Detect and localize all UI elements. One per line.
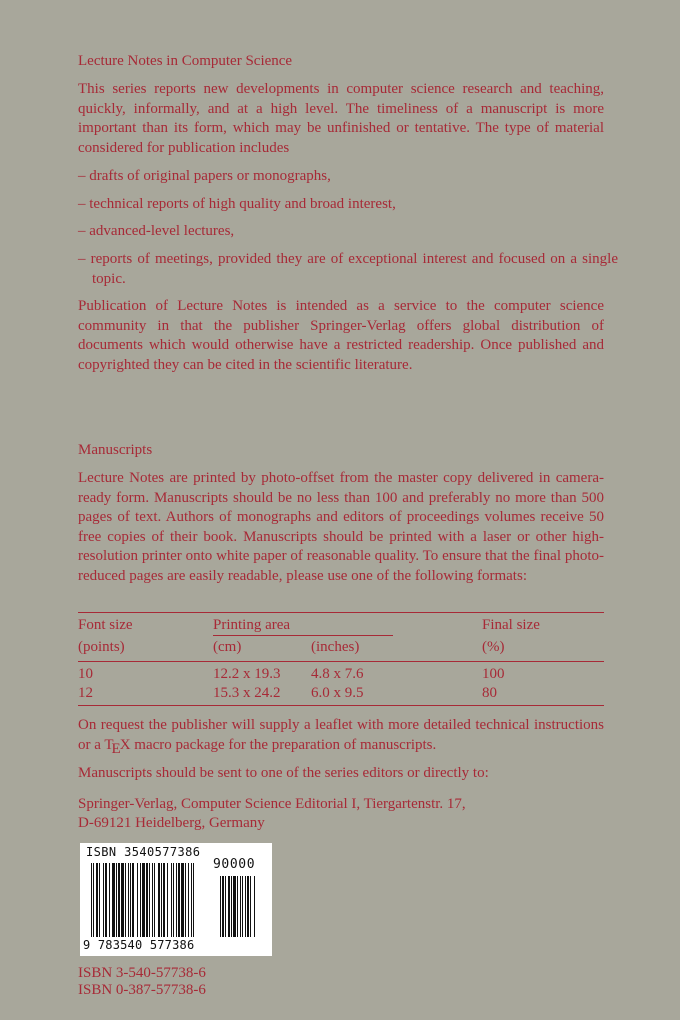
barcode-bar bbox=[125, 863, 126, 937]
barcode-bar bbox=[132, 863, 134, 937]
barcode-bar bbox=[173, 863, 174, 937]
isbn-barcode bbox=[80, 843, 272, 956]
barcode-bar bbox=[99, 863, 100, 937]
table-cell: 100 bbox=[482, 666, 505, 682]
table-cell: 4.8 x 7.6 bbox=[311, 666, 364, 682]
barcode-bar bbox=[181, 863, 184, 937]
header-printing-area: Printing area bbox=[213, 617, 291, 633]
barcode-bar bbox=[193, 863, 194, 937]
list-item: – reports of meetings, provided they are of exceptional interest and focused on a single topic. bbox=[78, 251, 618, 287]
table-cell: 6.0 x 9.5 bbox=[311, 685, 364, 701]
barcode-bar bbox=[254, 876, 255, 937]
barcode-bar bbox=[185, 863, 186, 937]
barcode-bar bbox=[188, 863, 189, 937]
table-bottom-rule bbox=[78, 705, 604, 706]
barcode-bar bbox=[240, 876, 241, 937]
barcode-bar bbox=[163, 863, 165, 937]
header-cm: (cm) bbox=[213, 639, 242, 655]
address-line-2: D-69121 Heidelberg, Germany bbox=[78, 815, 265, 831]
barcode-bar bbox=[128, 863, 129, 937]
barcode-bar bbox=[245, 876, 246, 937]
barcode-bar bbox=[233, 876, 236, 937]
tex-logo-e: E bbox=[111, 740, 121, 757]
series-description: This series reports new developments in computer science research and teaching, quickly, informally, and at a high level. The timeliness of a manuscript is more important than its form, which may be unfinished or tentative. The type of material considered for publication includes bbox=[78, 81, 604, 156]
manuscripts-heading: Manuscripts bbox=[78, 442, 153, 458]
barcode-bar bbox=[178, 863, 180, 937]
header-inches: (inches) bbox=[311, 639, 360, 655]
barcode-bar bbox=[191, 863, 192, 937]
list-item: – technical reports of high quality and broad interest, bbox=[78, 196, 396, 212]
barcode-bar bbox=[103, 863, 104, 937]
table-cell: 10 bbox=[78, 666, 93, 682]
barcode-bar bbox=[105, 863, 107, 937]
barcode-bar bbox=[158, 863, 160, 937]
barcode-bar bbox=[142, 863, 145, 937]
barcode-bar bbox=[152, 863, 153, 937]
isbn-line-1: ISBN 3-540-57738-6 bbox=[78, 965, 206, 981]
isbn-line-2: ISBN 0-387-57738-6 bbox=[78, 982, 206, 998]
barcode-bar bbox=[140, 863, 141, 937]
barcode-bar bbox=[137, 863, 138, 937]
barcode-bar bbox=[220, 876, 221, 937]
barcode-bar bbox=[225, 876, 226, 937]
barcode-bar bbox=[96, 863, 98, 937]
barcode-bar bbox=[93, 863, 94, 937]
header-font-size: Font size bbox=[78, 617, 133, 633]
barcode-bar bbox=[161, 863, 162, 937]
table-cell: 12 bbox=[78, 685, 93, 701]
barcode-ean-text: 9 783540 577386 bbox=[83, 938, 195, 952]
list-item: – drafts of original papers or monographs, bbox=[78, 168, 331, 184]
barcode-bar bbox=[237, 876, 238, 937]
publication-note: Publication of Lecture Notes is intended as a service to the computer science community in that the publisher Springer-Verlag offers global distribution of documents which would otherwise have a restricted readership. Once published and copyrighted they can be cited in the scientific literature. bbox=[78, 298, 604, 373]
printing-area-rule bbox=[213, 635, 393, 636]
table-top-rule bbox=[78, 612, 604, 613]
barcode-bar bbox=[167, 863, 168, 937]
barcode-bar bbox=[146, 863, 148, 937]
barcode-bar bbox=[116, 863, 117, 937]
barcode-bar bbox=[176, 863, 177, 937]
barcode-addon-text: 90000 bbox=[213, 857, 256, 872]
header-points: (points) bbox=[78, 639, 125, 655]
barcode-bar bbox=[130, 863, 131, 937]
leaflet-note bbox=[78, 716, 604, 755]
leaflet-text-part: On request the publisher will supply a leaflet with more detailed technical instructions or a T bbox=[78, 717, 604, 753]
barcode-bar bbox=[250, 876, 251, 937]
table-cell: 15.3 x 24.2 bbox=[213, 685, 281, 701]
barcode-bar bbox=[228, 876, 230, 937]
barcode-bar bbox=[222, 876, 224, 937]
barcode-bar bbox=[154, 863, 155, 937]
barcode-bar bbox=[247, 876, 249, 937]
barcode-bar bbox=[149, 863, 150, 937]
barcode-bar bbox=[121, 863, 124, 937]
series-title: Lecture Notes in Computer Science bbox=[78, 53, 293, 69]
table-cell: 12.2 x 19.3 bbox=[213, 666, 281, 682]
list-item: – advanced-level lectures, bbox=[78, 223, 235, 239]
barcode-bar bbox=[242, 876, 243, 937]
send-to-note: Manuscripts should be sent to one of the series editors or directly to: bbox=[78, 765, 489, 781]
barcode-bar bbox=[91, 863, 92, 937]
address-line-1: Springer-Verlag, Computer Science Editorial I, Tiergartenstr. 17, bbox=[78, 796, 466, 812]
leaflet-text-part: X macro package for the preparation of manuscripts. bbox=[119, 736, 437, 753]
header-final-size: Final size bbox=[482, 617, 540, 633]
barcode-isbn-text: ISBN 3540577386 bbox=[86, 845, 201, 859]
manuscripts-description: Lecture Notes are printed by photo-offset from the master copy delivered in camera-ready form. Manuscripts should be no less than 100 and preferably no more than 500 pages of text. Authors of monographs and editors of proceedings volumes receive 50 free copies of their book. Manuscripts should be printed with a laser or other high-resolution printer onto white paper of reasonable quality. To ensure that the final photo-reduced pages are easily readable, please use one of the following formats: bbox=[78, 470, 604, 584]
table-cell: 80 bbox=[482, 685, 497, 701]
table-header-rule bbox=[78, 661, 604, 662]
barcode-bar bbox=[231, 876, 232, 937]
barcode-bar bbox=[112, 863, 115, 937]
header-percent: (%) bbox=[482, 639, 505, 655]
barcode-bar bbox=[171, 863, 172, 937]
barcode-bar bbox=[118, 863, 120, 937]
barcode-bar bbox=[109, 863, 110, 937]
